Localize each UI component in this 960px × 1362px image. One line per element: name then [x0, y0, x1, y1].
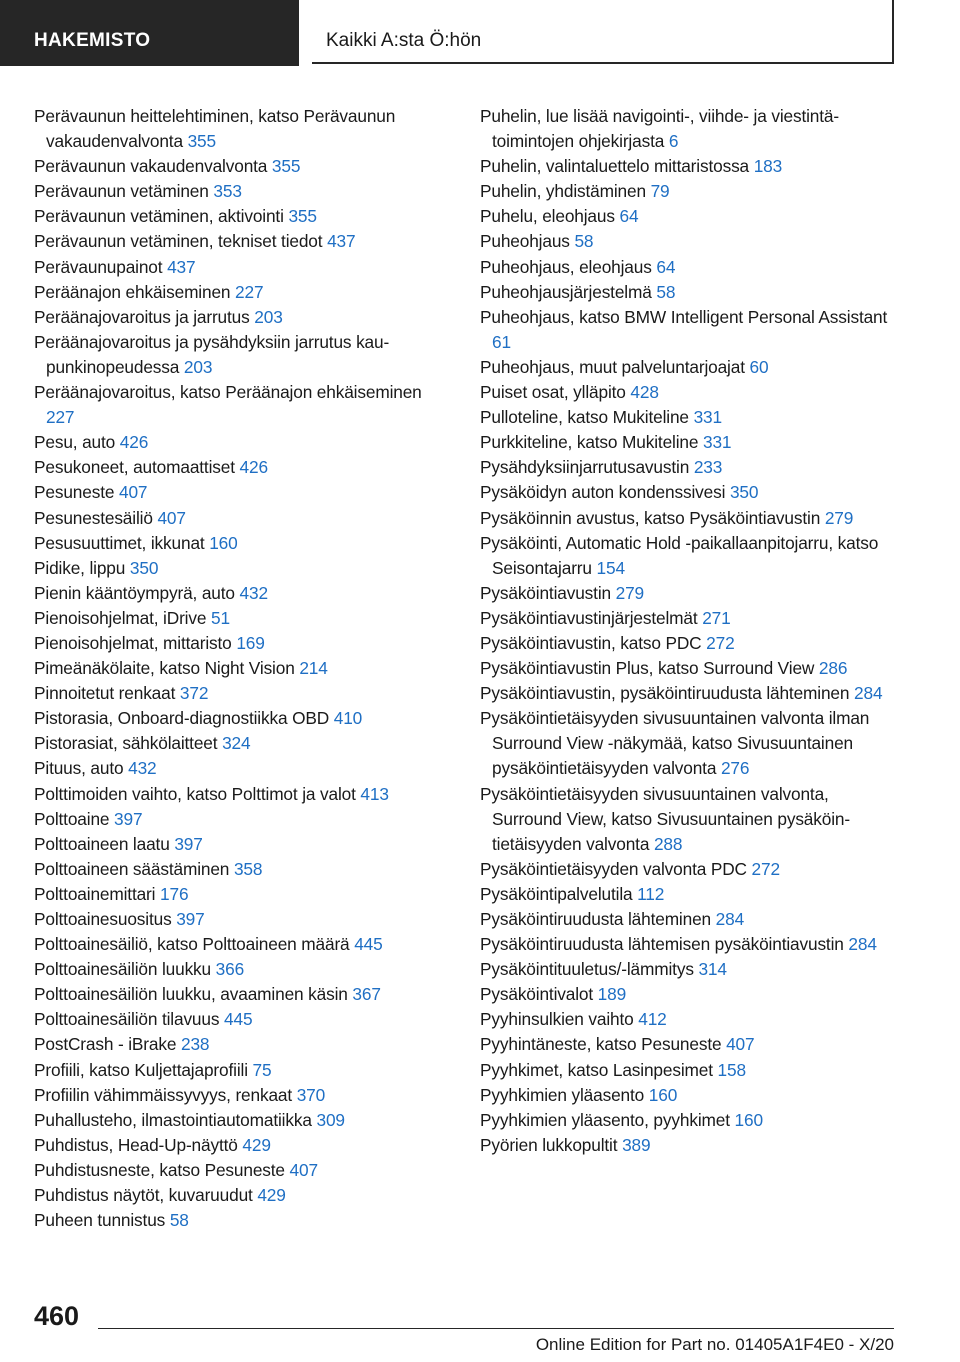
index-term: Perävaunun vetäminen, tekniset tiedot [34, 231, 323, 252]
index-term: Pysäköintietäisyyden sivusuuntainen valvonta, Surround View, katso Sivusuuntainen pysäköintietäisyyden valvonta [480, 783, 851, 854]
page-link[interactable]: 160 [734, 1109, 763, 1130]
index-entry [34, 1108, 438, 1133]
index-term: Puheohjaus [480, 231, 570, 252]
page-link[interactable]: 407 [118, 482, 148, 503]
page-link[interactable]: 407 [289, 1159, 318, 1180]
index-term: Perävaunun vetäminen [34, 181, 209, 202]
page-link[interactable]: 284 [848, 934, 877, 955]
index-term: Pysäköintipalvelutila [480, 883, 633, 904]
index-entry [480, 982, 900, 1007]
index-term: Puiset osat, ylläpito [480, 382, 626, 403]
index-entry [34, 480, 438, 505]
page-link[interactable]: 112 [637, 883, 665, 904]
page-link[interactable]: 272 [706, 632, 735, 653]
page-link[interactable]: 426 [119, 432, 149, 453]
index-entry [480, 681, 900, 706]
page-link[interactable]: 160 [648, 1084, 678, 1105]
index-term: Pistorasia, Onboard-diagnostiikka OBD [34, 708, 330, 729]
index-entry [34, 957, 438, 982]
index-term: Pesunestesäiliö [34, 507, 153, 528]
index-entry [480, 882, 900, 907]
page-link[interactable]: 437 [327, 231, 356, 252]
index-term: Pysäköintivalot [480, 984, 594, 1005]
index-entry [480, 1133, 900, 1158]
page-link[interactable]: 397 [174, 833, 203, 854]
page-link[interactable]: 429 [242, 1134, 271, 1155]
index-entry [34, 1183, 438, 1208]
page-link[interactable]: 276 [720, 758, 750, 779]
page-link[interactable]: 214 [299, 658, 328, 679]
page-link[interactable]: 64 [656, 256, 676, 277]
index-entry [34, 807, 438, 832]
index-entry [480, 1032, 900, 1057]
page-link[interactable]: 445 [224, 1009, 253, 1030]
index-term: Pyörien lukkopultit [480, 1134, 618, 1155]
index-entry [34, 606, 438, 631]
index-term: Polttoainesäiliön luukku, avaaminen käsin [34, 984, 348, 1005]
index-entry [34, 1083, 438, 1108]
index-entry [34, 154, 438, 179]
index-entry [34, 982, 438, 1007]
page-link[interactable]: 58 [169, 1210, 189, 1231]
page-link[interactable]: 355 [187, 131, 216, 152]
index-term: Perävaunun heittelehtiminen, katso Perävaunun vakaudenvalvonta [34, 106, 396, 152]
index-term: Pysäköintiavustin, pysäköintiruudusta lähteminen [480, 683, 850, 704]
index-term: Pidike, lippu [34, 557, 126, 578]
index-entry [34, 1032, 438, 1057]
index-term: Pienin kääntöympyrä, auto [34, 582, 235, 603]
index-term: Pimeänäkölaite, katso Night Vision [34, 658, 295, 679]
index-term: Pyyhkimien yläasento, pyyhkimet [480, 1109, 730, 1130]
index-entry [480, 280, 900, 305]
page-link[interactable]: 279 [824, 507, 854, 528]
index-entry [480, 631, 900, 656]
page-link[interactable]: 288 [653, 833, 683, 854]
index-entry [480, 1058, 900, 1083]
page-link[interactable]: 51 [210, 607, 230, 628]
page-link[interactable]: 407 [157, 507, 186, 528]
index-entry [480, 606, 900, 631]
index-term: Puheohjaus, muut palveluntarjoajat [480, 356, 745, 377]
index-entry [34, 305, 438, 330]
index-entry [34, 531, 438, 556]
index-term: Polttoainesäiliö, katso Polttoaineen määrä [34, 934, 350, 955]
index-term: Puheohjaus, eleohjaus [480, 256, 652, 277]
index-entry [480, 782, 900, 857]
index-term: Pyyhkimien yläasento [480, 1084, 645, 1105]
index-entry [34, 455, 438, 480]
page-link[interactable]: 176 [160, 883, 189, 904]
page-link[interactable]: 233 [693, 457, 723, 478]
page-link[interactable]: 397 [176, 909, 205, 929]
index-term: Pesusuuttimet, ikkunat [34, 532, 205, 553]
index-term: Peräänajovaroitus, katso Peräänajon ehkäiseminen [34, 382, 422, 403]
index-entry [34, 229, 438, 254]
index-entry [480, 480, 900, 505]
index-entry [34, 204, 438, 229]
page-link[interactable]: 314 [698, 959, 727, 980]
index-term: Pysäköidyn auton kondenssivesi [480, 482, 726, 503]
index-term: Pysäköintituuletus/-lämmitys [480, 959, 694, 980]
index-term: Pesukoneet, automaattiset [34, 457, 235, 478]
index-term: Pyyhintäneste, katso Pesuneste [480, 1034, 722, 1055]
page-link[interactable]: 227 [46, 407, 75, 428]
index-entry [34, 1208, 438, 1233]
page-link[interactable]: 432 [128, 758, 157, 779]
index-entry [34, 907, 438, 932]
index-term: Puhelin, yhdistäminen [480, 181, 646, 202]
index-entry [34, 932, 438, 957]
page-link[interactable]: 353 [213, 181, 242, 202]
index-entry [480, 932, 900, 957]
page-link[interactable]: 58 [574, 231, 594, 252]
index-entry [34, 581, 438, 606]
index-entry [480, 581, 900, 606]
page-link[interactable]: 284 [715, 909, 745, 929]
page-link[interactable]: 238 [180, 1034, 210, 1055]
index-entry [34, 681, 438, 706]
index-entry [34, 104, 438, 154]
page-link[interactable]: 372 [179, 683, 209, 704]
index-entry [480, 179, 900, 204]
index-entry [480, 229, 900, 254]
section-tab: HAKEMISTO [0, 0, 299, 66]
index-entry [480, 455, 900, 480]
index-entry [34, 857, 438, 882]
page-link[interactable]: 407 [726, 1034, 755, 1055]
index-entry [480, 531, 900, 581]
index-term: Pysäköintiavustin [480, 582, 611, 603]
index-term: Polttoaineen laatu [34, 833, 170, 854]
page-link[interactable]: 183 [753, 156, 783, 177]
index-entry [34, 706, 438, 731]
index-entry [480, 255, 900, 280]
index-term: Polttoainesuositus [34, 909, 172, 929]
index-entry [480, 857, 900, 882]
page-link[interactable]: 358 [233, 858, 263, 879]
index-term: Pulloteline, katso Mukiteline [480, 407, 689, 428]
index-term: Pesu, auto [34, 432, 116, 453]
page-link[interactable]: 271 [702, 607, 731, 628]
index-entry [34, 380, 438, 430]
index-term: Pienoisohjelmat, iDrive [34, 607, 207, 628]
index-entry [34, 656, 438, 681]
page-link[interactable]: 272 [751, 858, 780, 879]
footer-divider [98, 1328, 894, 1329]
page-link[interactable]: 413 [360, 783, 389, 804]
footer-edition: Online Edition for Part no. 01405A1F4E0 - X/20 [535, 1335, 894, 1354]
page-link[interactable]: 355 [288, 206, 317, 227]
page-link[interactable]: 389 [622, 1134, 651, 1155]
index-term: Profiili, katso Kuljettajaprofiili [34, 1059, 248, 1080]
index-entry [480, 204, 900, 229]
index-entry [480, 957, 900, 982]
page-link[interactable]: 160 [209, 532, 238, 553]
index-entry [34, 506, 438, 531]
page-link[interactable]: 350 [129, 557, 159, 578]
page-header [0, 0, 960, 66]
index-term: Polttoainesäiliön tilavuus [34, 1009, 220, 1030]
index-term: Puheohjaus, katso BMW Intelligent Personal Assistant [480, 306, 888, 327]
page-link[interactable]: 412 [638, 1009, 667, 1030]
index-term: Puhelin, lue lisää navigointi-, viihde- ja viestintätoimintojen ohjekirjasta [480, 106, 840, 152]
index-term: Pyyhinsulkien vaihto [480, 1009, 634, 1030]
index-term: Purkkiteline, katso Mukiteline [480, 432, 699, 453]
header-title: Kaikki A:sta Ö:hön [312, 0, 894, 64]
index-term: Puhelin, valintaluettelo mittaristossa [480, 156, 750, 177]
index-term: Profiilin vähimmäissyvyys, renkaat [34, 1084, 293, 1105]
index-term: Perävaunun vetäminen, aktivointi [34, 206, 284, 227]
index-term: Peräänajovaroitus ja jarrutus [34, 306, 250, 327]
page-link[interactable]: 367 [352, 984, 381, 1005]
index-entry [34, 1133, 438, 1158]
index-entry [34, 556, 438, 581]
index-entry [34, 882, 438, 907]
page-link[interactable]: 324 [222, 733, 251, 754]
index-entry [34, 782, 438, 807]
page-link[interactable]: 366 [215, 959, 245, 980]
page-link[interactable]: 286 [818, 658, 848, 679]
page-link[interactable]: 429 [257, 1185, 286, 1206]
index-term: Polttoainemittari [34, 883, 156, 904]
page-link[interactable]: 60 [749, 356, 769, 377]
index-entry [480, 506, 900, 531]
page-link[interactable]: 64 [619, 206, 639, 227]
index-entry [34, 330, 438, 380]
index-term: Puhdistus, Head-Up-näyttö [34, 1134, 238, 1155]
page-link[interactable]: 426 [239, 457, 268, 478]
index-term: Pysähdyksiinjarrutusavustin [480, 457, 690, 478]
page-link[interactable]: 154 [596, 557, 625, 578]
index-term: Polttimoiden vaihto, katso Polttimot ja valot [34, 783, 356, 804]
index-term: Puhdistus näytöt, kuvaruudut [34, 1185, 253, 1206]
index-term: Pysäköintiavustinjärjestelmät [480, 607, 698, 628]
index-term: Pysäköinti, Automatic Hold -paikallaanpitojarru, katso Seisontajarru [480, 532, 879, 578]
page-link[interactable]: 79 [650, 181, 670, 202]
page-link[interactable]: 410 [333, 708, 363, 729]
index-term: Pysäköintiavustin, katso PDC [480, 632, 702, 653]
index-entry [34, 1158, 438, 1183]
index-entry [34, 1007, 438, 1032]
index-term: PostCrash - iBrake [34, 1034, 177, 1055]
index-term: Pysäköintietäisyyden sivusuuntainen valvonta ilman Surround View -näkymää, katso Sivusuuntainen pysäköintietäisyyden valvonta [480, 708, 870, 779]
index-entry [480, 1083, 900, 1108]
index-term: Pysäköintietäisyyden valvonta PDC [480, 858, 747, 879]
page-link[interactable]: 169 [236, 632, 265, 653]
index-term: Perävaunupainot [34, 256, 163, 277]
index-term: Pysäköintiavustin Plus, katso Surround View [480, 658, 815, 679]
index-term: Pyyhkimet, katso Lasinpesimet [480, 1059, 713, 1080]
page-link[interactable]: 350 [729, 482, 759, 503]
page-link[interactable]: 227 [235, 281, 264, 302]
index-entry [480, 380, 900, 405]
index-term: Polttoaine [34, 808, 110, 829]
index-entry [480, 656, 900, 681]
index-entry [480, 355, 900, 380]
index-term: Pesuneste [34, 482, 115, 503]
page-link[interactable]: 203 [254, 306, 283, 327]
index-term: Pinnoitetut renkaat [34, 683, 176, 704]
index-term: Pysäköintiruudusta lähtemisen pysäköintiavustin [480, 934, 844, 955]
index-entry [480, 154, 900, 179]
page-number: 460 [34, 1301, 80, 1331]
page-link[interactable]: 58 [656, 281, 676, 302]
index-term: Perävaunun vakaudenvalvonta [34, 156, 268, 177]
index-entry [480, 1108, 900, 1133]
page-link[interactable]: 370 [296, 1084, 326, 1105]
index-term: Pysäköintiruudusta lähteminen [480, 909, 712, 929]
page-link[interactable]: 189 [597, 984, 627, 1005]
index-entry [480, 907, 900, 932]
index-entry [34, 756, 438, 781]
index-entry [34, 280, 438, 305]
page-link[interactable]: 428 [630, 382, 659, 403]
index-entry [34, 179, 438, 204]
page-link[interactable]: 309 [316, 1109, 345, 1130]
index-term: Pienoisohjelmat, mittaristo [34, 632, 232, 653]
index-term: Puhallusteho, ilmastointiautomatiikka [34, 1109, 312, 1130]
page-link[interactable]: 279 [615, 582, 645, 603]
index-term: Peräänajon ehkäiseminen [34, 281, 231, 302]
page-link[interactable]: 61 [492, 331, 511, 352]
index-entry [34, 832, 438, 857]
index-column-right [480, 104, 900, 1158]
index-term: Polttoaineen säästäminen [34, 858, 230, 879]
page-link[interactable]: 331 [693, 407, 722, 428]
page-link[interactable]: 203 [183, 356, 213, 377]
index-entry [480, 430, 900, 455]
index-entry [480, 305, 900, 355]
index-entry [34, 631, 438, 656]
index-entry [34, 731, 438, 756]
index-entry [34, 1058, 438, 1083]
index-term: Polttoainesäiliön luukku [34, 959, 212, 980]
index-term: Puheen tunnistus [34, 1210, 166, 1231]
index-term: Pysäköinnin avustus, katso Pysäköintiavustin [480, 507, 821, 528]
index-term: Pituus, auto [34, 758, 124, 779]
index-term: Peräänajovaroitus ja pysähdyksiin jarrutus kaupunkinopeudessa [34, 331, 390, 377]
page-link[interactable]: 432 [239, 582, 268, 603]
page-link[interactable]: 397 [114, 808, 143, 829]
page-link[interactable]: 331 [703, 432, 732, 453]
index-term: Puheohjausjärjestelmä [480, 281, 652, 302]
page-link[interactable]: 284 [854, 683, 883, 704]
index-entry [480, 104, 900, 154]
page-link[interactable]: 75 [252, 1059, 272, 1080]
index-entry [34, 255, 438, 280]
index-column-left [34, 104, 438, 1233]
page-link[interactable]: 355 [271, 156, 301, 177]
index-term: Puhelu, eleohjaus [480, 206, 615, 227]
index-term: Pistorasiat, sähkölaitteet [34, 733, 218, 754]
index-term: Puhdistusneste, katso Pesuneste [34, 1159, 285, 1180]
page-link[interactable]: 445 [354, 934, 383, 955]
index-entry [480, 405, 900, 430]
page-link[interactable]: 437 [167, 256, 196, 277]
page-link[interactable]: 6 [668, 131, 679, 152]
index-entry [34, 430, 438, 455]
index-entry [480, 706, 900, 781]
page-link[interactable]: 158 [717, 1059, 746, 1080]
index-entry [480, 1007, 900, 1032]
